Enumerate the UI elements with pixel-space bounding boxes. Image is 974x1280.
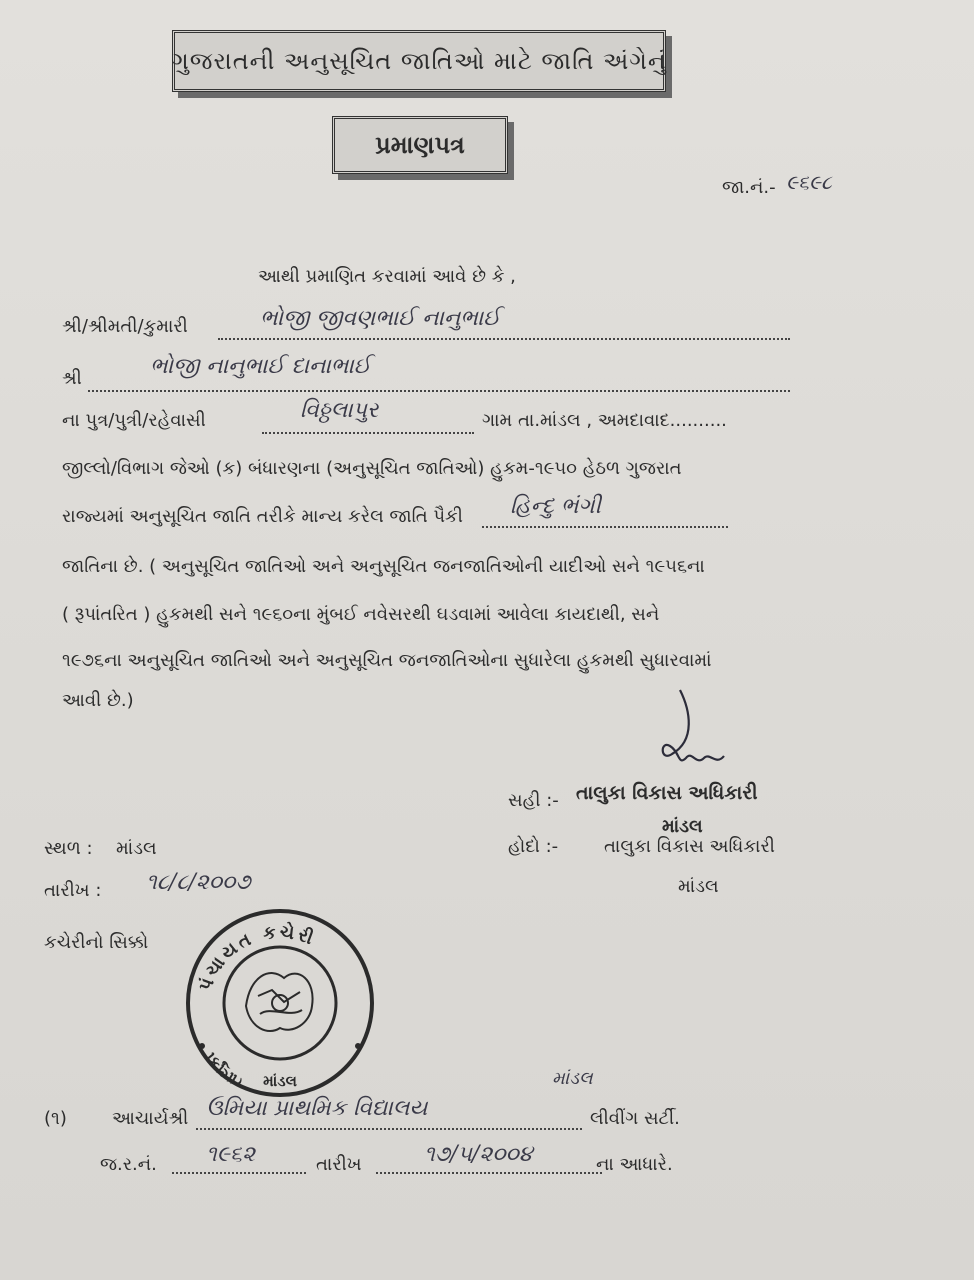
- resident-dotted-line: [262, 432, 474, 434]
- place-label: સ્થળ :: [44, 838, 93, 859]
- footer-line2-date-label: તારીખ: [316, 1154, 362, 1175]
- footer-line1-label: આચાર્યશ્રી: [112, 1108, 189, 1129]
- footer-line2-date-value: ૧૭/૫/૨૦૦૪: [424, 1142, 533, 1167]
- certificate-title: ગુજરાતની અનુસૂચિત જાતિઓ માટે જાતિ અંગેનું: [172, 30, 666, 92]
- sign-stamp: તાલુકા વિકાસ અધિકારી: [576, 782, 758, 804]
- parent-value: ભોજી નાનુભાઈ દાનાભાઈ: [150, 354, 371, 379]
- footer-line1-note: માંડલ: [552, 1068, 593, 1089]
- seal-label: કચેરીનો સિક્કો: [44, 932, 149, 953]
- designation-place: માંડલ: [678, 876, 719, 897]
- para-line-4: આવી છે.): [62, 690, 134, 711]
- parent-label: શ્રી: [62, 368, 82, 389]
- svg-text:પંચાયત કચેરી: [195, 920, 319, 993]
- name-label: શ્રી/શ્રીમતી/કુમારી: [62, 316, 188, 337]
- para-line-3: ૧૯૭૬ના અનુસૂચિત જાતિઓ અને અનુસૂચિત જનજાતિઓના સુધારેલા હુકમથી સુધારવામાં: [62, 650, 712, 671]
- signature-scribble: [620, 680, 740, 780]
- caste-value: હિન્દુ ભંગી: [510, 494, 601, 519]
- footer-line1-dotted: [196, 1128, 582, 1130]
- footer-line2-value: ૧૯૬૨: [206, 1142, 256, 1167]
- seal-left-text: તાલુકા: [200, 1049, 246, 1093]
- para-line-1: જાતિના છે. ( અનુસૂચિત જાતિઓ અને અનુસૂચિત જનજાતિઓની યાદીઓ સને ૧૯૫૬ના: [62, 556, 705, 577]
- footer-line2-label: જ.ર.નં.: [100, 1154, 157, 1175]
- footer-line2-suffix: ના આધારે.: [596, 1154, 673, 1175]
- footer-line1-value: ઉમિયા પ્રાથમિક વિદ્યાલય: [206, 1096, 428, 1121]
- resident-value: વિઠ્ઠલાપુર: [300, 398, 379, 423]
- footer-number: (૧): [44, 1108, 67, 1129]
- intro-text: આથી પ્રમાણિત કરવામાં આવે છે કે ,: [258, 266, 516, 287]
- caste-dotted-line: [482, 526, 728, 528]
- sign-stamp-place: માંડલ: [662, 816, 703, 837]
- date-label: તારીખ :: [44, 880, 102, 901]
- village-text: ગામ તા.માંડલ , અમદાવાદ..........: [482, 410, 727, 431]
- office-seal: [180, 906, 380, 1100]
- designation-value: તાલુકા વિકાસ અધિકારી: [604, 836, 775, 857]
- designation-label: હોદો :-: [508, 836, 559, 857]
- seal-bottom-text: માંડલ: [263, 1072, 297, 1090]
- footer-line1-suffix: લીવીંગ સર્ટી.: [590, 1108, 680, 1129]
- name-dotted-line: [218, 338, 790, 340]
- line-5: રાજ્યમાં અનુસૂચિત જાતિ તરીકે માન્ય કરેલ જાતિ પૈકી: [62, 506, 463, 527]
- para-line-2: ( રૂપાંતરિત ) હુકમથી સને ૧૯૬૦ના મુંબઈ નવેસરથી ઘડવામાં આવેલા કાયદાથી, સને: [62, 604, 660, 625]
- ref-label: જા.નં.-: [722, 177, 776, 198]
- date-value: ૧૮/૮/૨૦૦૭: [146, 870, 251, 895]
- name-value: ભોજી જીવણભાઈ નાનુભાઈ: [260, 306, 501, 331]
- footer-line2-dotted: [172, 1172, 306, 1174]
- sign-label: સહી :-: [508, 790, 559, 811]
- place-value: માંડલ: [116, 838, 157, 859]
- line-4: જીલ્લો/વિભાગ જેઓ (ક) બંધારણના (અનુસૂચિત જાતિઓ) હુકમ-૧૯૫૦ હેઠળ ગુજરાત: [62, 458, 682, 479]
- svg-text:તાલુકા: [201, 1049, 246, 1092]
- footer-line2-date-dotted: [376, 1172, 602, 1174]
- parent-dotted-line: [88, 390, 790, 392]
- ref-number: ૯૬૯૮: [786, 170, 832, 194]
- seal-top-text: પંચાયત કચેરી: [194, 921, 319, 994]
- resident-label: ના પુત્ર/પુત્રી/રહેવાસી: [62, 410, 206, 431]
- certificate-subtitle: પ્રમાણપત્ર: [332, 116, 508, 174]
